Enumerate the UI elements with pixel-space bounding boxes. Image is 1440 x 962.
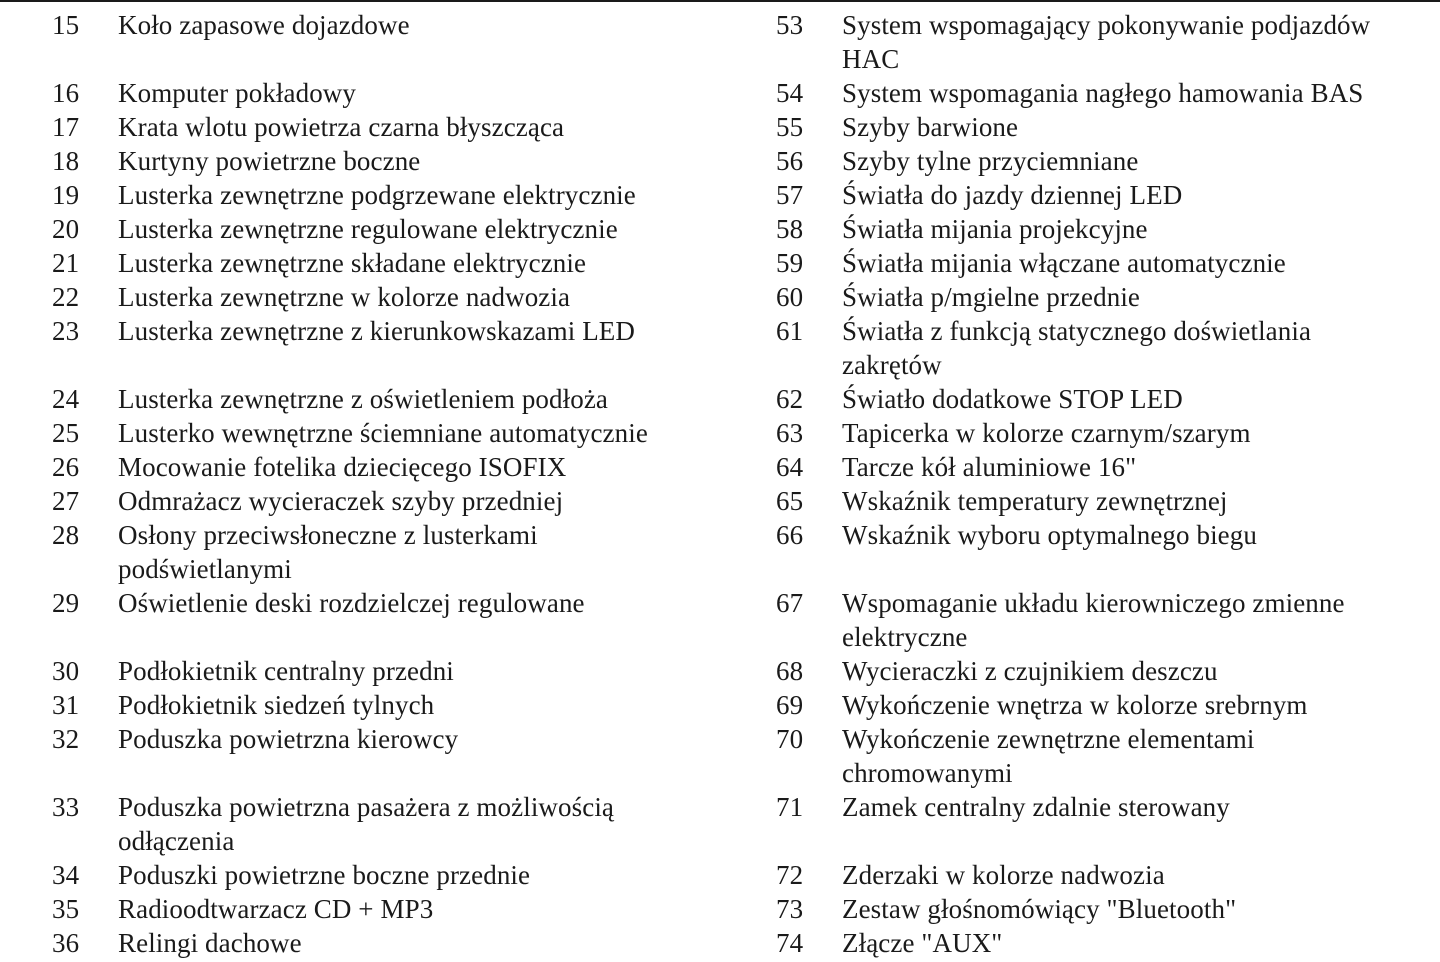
item-text-continued: HAC [842,44,900,74]
item-text: Odmrażacz wycieraczek szyby przedniej [118,486,564,516]
item-number: 21 [52,248,80,278]
list-item [52,688,712,722]
item-number: 61 [776,316,804,346]
item-text: Poduszka powietrzna kierowcy [118,724,459,754]
list-item [52,314,712,348]
item-number: 29 [52,588,80,618]
item-number: 18 [52,146,80,176]
item-text: Wykończenie zewnętrzne elementami [842,724,1255,754]
item-number: 73 [776,894,804,924]
right-column [776,8,1436,960]
list-item [776,926,1436,960]
list-item [776,858,1436,892]
item-text: Zestaw głośnomówiący "Bluetooth" [842,894,1237,924]
list-item [52,8,712,42]
list-item [52,858,712,892]
list-item [776,518,1436,552]
item-number: 53 [776,10,804,40]
item-number: 54 [776,78,804,108]
item-text: Złącze "AUX" [842,928,1003,958]
row-gap [776,552,1436,586]
item-text: Wskaźnik temperatury zewnętrznej [842,486,1228,516]
item-number: 36 [52,928,80,958]
item-number: 31 [52,690,80,720]
item-text: Światła mijania projekcyjne [842,214,1148,244]
list-item [776,586,1436,654]
item-number: 66 [776,520,804,550]
item-text: Lusterka zewnętrzne w kolorze nadwozia [118,282,571,312]
item-number: 22 [52,282,80,312]
row-gap [776,824,1436,858]
list-item [52,654,712,688]
item-text: Zamek centralny zdalnie sterowany [842,792,1230,822]
list-item [776,246,1436,280]
list-item [776,76,1436,110]
list-item [776,178,1436,212]
item-text: Wskaźnik wyboru optymalnego biegu [842,520,1257,550]
item-text: Szyby tylne przyciemniane [842,146,1139,176]
list-item [52,280,712,314]
list-item [776,722,1436,790]
item-number: 72 [776,860,804,890]
item-text: Relingi dachowe [118,928,302,958]
item-text-continued: zakrętów [842,350,942,380]
top-rule [0,0,1440,2]
item-text: Wycieraczki z czujnikiem deszczu [842,656,1218,686]
item-text: Lusterka zewnętrzne podgrzewane elektrycznie [118,180,636,210]
list-item [52,76,712,110]
list-item [52,722,712,756]
item-text: Mocowanie fotelika dziecięcego ISOFIX [118,452,567,482]
list-item [776,654,1436,688]
list-item [52,246,712,280]
item-number: 34 [52,860,80,890]
item-text: Komputer pokładowy [118,78,357,108]
list-item [776,416,1436,450]
item-text: Poduszki powietrzne boczne przednie [118,860,531,890]
item-number: 33 [52,792,80,822]
row-gap [52,756,712,790]
item-text: Światła z funkcją statycznego doświetlania [842,316,1312,346]
item-number: 59 [776,248,804,278]
item-number: 74 [776,928,804,958]
item-number: 57 [776,180,804,210]
item-text: Światła p/mgielne przednie [842,282,1141,312]
item-number: 63 [776,418,804,448]
item-text: Wspomaganie układu kierowniczego zmienne [842,588,1345,618]
list-item [776,382,1436,416]
item-text: Lusterka zewnętrzne składane elektrycznie [118,248,587,278]
item-text: Tarcze kół aluminiowe 16" [842,452,1137,482]
item-number: 69 [776,690,804,720]
row-gap [52,42,712,76]
item-text-continued: elektryczne [842,622,968,652]
item-text: Światła do jazdy dziennej LED [842,180,1183,210]
item-text: Lusterka zewnętrzne regulowane elektrycznie [118,214,618,244]
item-text: Osłony przeciwsłoneczne z lusterkami [118,520,538,550]
item-number: 62 [776,384,804,414]
item-text: Podłokietnik centralny przedni [118,656,454,686]
list-item [776,110,1436,144]
row-gap [52,620,712,654]
list-item [52,212,712,246]
row-gap [52,348,712,382]
list-item [776,144,1436,178]
list-item [52,790,712,858]
list-item [52,144,712,178]
item-number: 20 [52,214,80,244]
list-item [776,790,1436,824]
item-text: Kurtyny powietrzne boczne [118,146,421,176]
item-number: 26 [52,452,80,482]
list-item [776,892,1436,926]
item-number: 28 [52,520,80,550]
item-text: Światła mijania włączane automatycznie [842,248,1286,278]
list-item [776,484,1436,518]
list-item [52,892,712,926]
item-number: 24 [52,384,80,414]
item-text: Lusterka zewnętrzne z kierunkowskazami LED [118,316,635,346]
list-item [52,586,712,620]
item-number: 19 [52,180,80,210]
item-text: Zderzaki w kolorze nadwozia [842,860,1165,890]
item-text: Poduszka powietrzna pasażera z możliwością [118,792,615,822]
list-item [776,280,1436,314]
list-item [776,314,1436,382]
item-text: Koło zapasowe dojazdowe [118,10,410,40]
item-number: 35 [52,894,80,924]
item-text: Lusterko wewnętrzne ściemniane automatycznie [118,418,648,448]
list-item [52,110,712,144]
item-text: Wykończenie wnętrza w kolorze srebrnym [842,690,1308,720]
item-number: 70 [776,724,804,754]
item-number: 30 [52,656,80,686]
item-number: 65 [776,486,804,516]
list-item [52,416,712,450]
list-item [52,518,712,586]
left-column [52,8,712,960]
list-item [776,688,1436,722]
item-number: 25 [52,418,80,448]
item-text-continued: chromowanymi [842,758,1013,788]
list-item [52,178,712,212]
list-item [52,484,712,518]
list-item [52,382,712,416]
list-item [52,926,712,960]
list-item [776,8,1436,76]
item-number: 23 [52,316,80,346]
item-text: Krata wlotu powietrza czarna błyszcząca [118,112,565,142]
item-number: 27 [52,486,80,516]
list-item [776,450,1436,484]
item-text: Światło dodatkowe STOP LED [842,384,1183,414]
item-text: Podłokietnik siedzeń tylnych [118,690,435,720]
item-number: 16 [52,78,80,108]
item-text: Tapicerka w kolorze czarnym/szarym [842,418,1251,448]
item-number: 32 [52,724,80,754]
item-number: 60 [776,282,804,312]
item-text: System wspomagający pokonywanie podjazdów [842,10,1371,40]
item-number: 15 [52,10,80,40]
item-text: Lusterka zewnętrzne z oświetleniem podłoża [118,384,608,414]
item-number: 64 [776,452,804,482]
item-text-continued: odłączenia [118,826,235,856]
item-number: 58 [776,214,804,244]
item-text: Szyby barwione [842,112,1019,142]
item-number: 68 [776,656,804,686]
item-text: Oświetlenie deski rozdzielczej regulowane [118,588,585,618]
list-item [776,212,1436,246]
item-number: 67 [776,588,804,618]
item-number: 56 [776,146,804,176]
item-text: System wspomagania nagłego hamowania BAS [842,78,1364,108]
item-number: 71 [776,792,804,822]
item-number: 17 [52,112,80,142]
item-text: Radioodtwarzacz CD + MP3 [118,894,434,924]
item-text-continued: podświetlanymi [118,554,292,584]
item-number: 55 [776,112,804,142]
list-item [52,450,712,484]
